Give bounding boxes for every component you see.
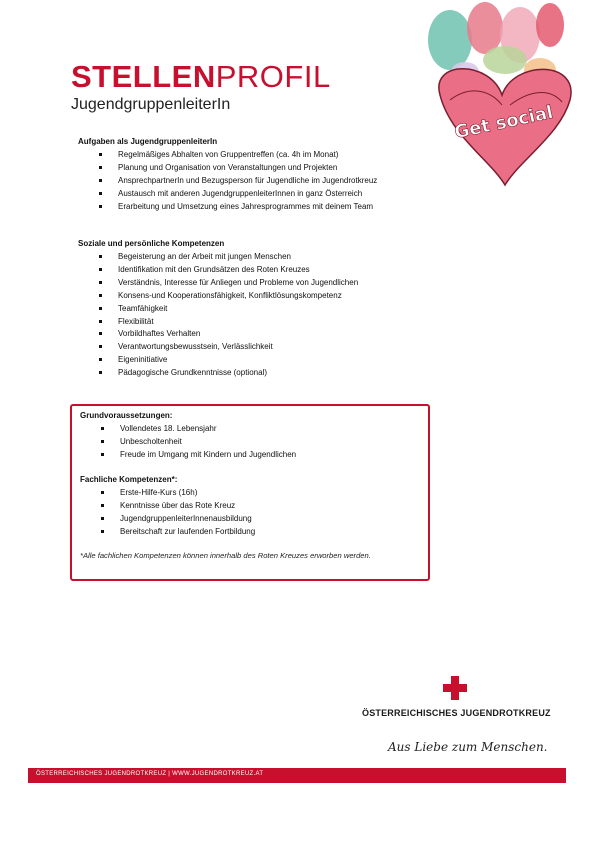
organization-name: ÖSTERREICHISCHES JUGENDROTKREUZ xyxy=(362,708,551,718)
list-item: Verständnis, Interesse für Anliegen und Probleme von Jugendlichen xyxy=(78,277,358,290)
social-list xyxy=(78,251,358,380)
list-item: Kenntnisse über das Rote Kreuz xyxy=(80,500,255,513)
professional-skills-list xyxy=(80,487,255,539)
tasks-list xyxy=(78,149,377,214)
basic-requirements-section xyxy=(80,410,296,462)
professional-skills-heading: Fachliche Kompetenzen*: xyxy=(80,475,178,484)
basic-requirements-list xyxy=(80,423,296,462)
list-item: Planung und Organisation von Veranstaltungen und Projekten xyxy=(78,162,377,175)
list-item: Regelmäßiges Abhalten von Gruppentreffen (ca. 4h im Monat) xyxy=(78,149,377,162)
list-item: Erste-Hilfe-Kurs (16h) xyxy=(80,487,255,500)
list-item: Erarbeitung und Umsetzung eines Jahresprogrammes mit deinem Team xyxy=(78,201,377,214)
list-item: Unbescholtenheit xyxy=(80,436,296,449)
requirements-footnote: *Alle fachlichen Kompetenzen können innerhalb des Roten Kreuzes erworben werden. xyxy=(80,551,371,560)
tasks-heading: Aufgaben als JugendgruppenleiterIn xyxy=(78,137,218,146)
list-item: AnsprechpartnerIn und Bezugsperson für Jugendliche im Jugendrotkreuz xyxy=(78,175,377,188)
list-item: Eigeninitiative xyxy=(78,354,358,367)
page-title-bold: STELLEN xyxy=(71,59,216,94)
list-item: Vorbildhaftes Verhalten xyxy=(78,328,358,341)
hero-slogan: Get social xyxy=(452,101,555,144)
list-item: Verantwortungsbewusstsein, Verlässlichkeit xyxy=(78,341,358,354)
list-item: Vollendetes 18. Lebensjahr xyxy=(80,423,296,436)
list-item: Konsens-und Kooperationsfähigkeit, Konfliktlösungskompetenz xyxy=(78,290,358,303)
list-item: Teamfähigkeit xyxy=(78,303,358,316)
list-item: Pädagogische Grundkenntnisse (optional) xyxy=(78,367,358,380)
page-subtitle: JugendgruppenleiterIn xyxy=(71,96,231,113)
list-item: Austausch mit anderen JugendgruppenleiterInnen in ganz Österreich xyxy=(78,188,377,201)
list-item: Flexibilität xyxy=(78,316,358,329)
page-title-light: PROFIL xyxy=(215,59,331,94)
social-competencies-section xyxy=(78,238,358,380)
social-heading: Soziale und persönliche Kompetenzen xyxy=(78,239,225,248)
organization-slogan: Aus Liebe zum Menschen. xyxy=(388,740,548,754)
page-title xyxy=(71,60,331,94)
list-item: Bereitschaft zur laufenden Fortbildung xyxy=(80,526,255,539)
get-social-illustration xyxy=(410,0,595,200)
list-item: JugendgruppenleiterInnenausbildung xyxy=(80,513,255,526)
footer-bar xyxy=(28,768,566,783)
red-cross-icon xyxy=(443,676,467,700)
footer-text: ÖSTERREICHISCHES JUGENDROTKREUZ | WWW.JUGENDROTKREUZ.AT xyxy=(36,771,264,777)
list-item: Identifikation mit den Grundsätzen des Roten Kreuzes xyxy=(78,264,358,277)
list-item: Freude im Umgang mit Kindern und Jugendlichen xyxy=(80,449,296,462)
list-item: Begeisterung an der Arbeit mit jungen Menschen xyxy=(78,251,358,264)
tasks-section xyxy=(78,136,377,214)
basic-requirements-heading: Grundvoraussetzungen: xyxy=(80,411,173,420)
professional-skills-section xyxy=(80,474,255,539)
